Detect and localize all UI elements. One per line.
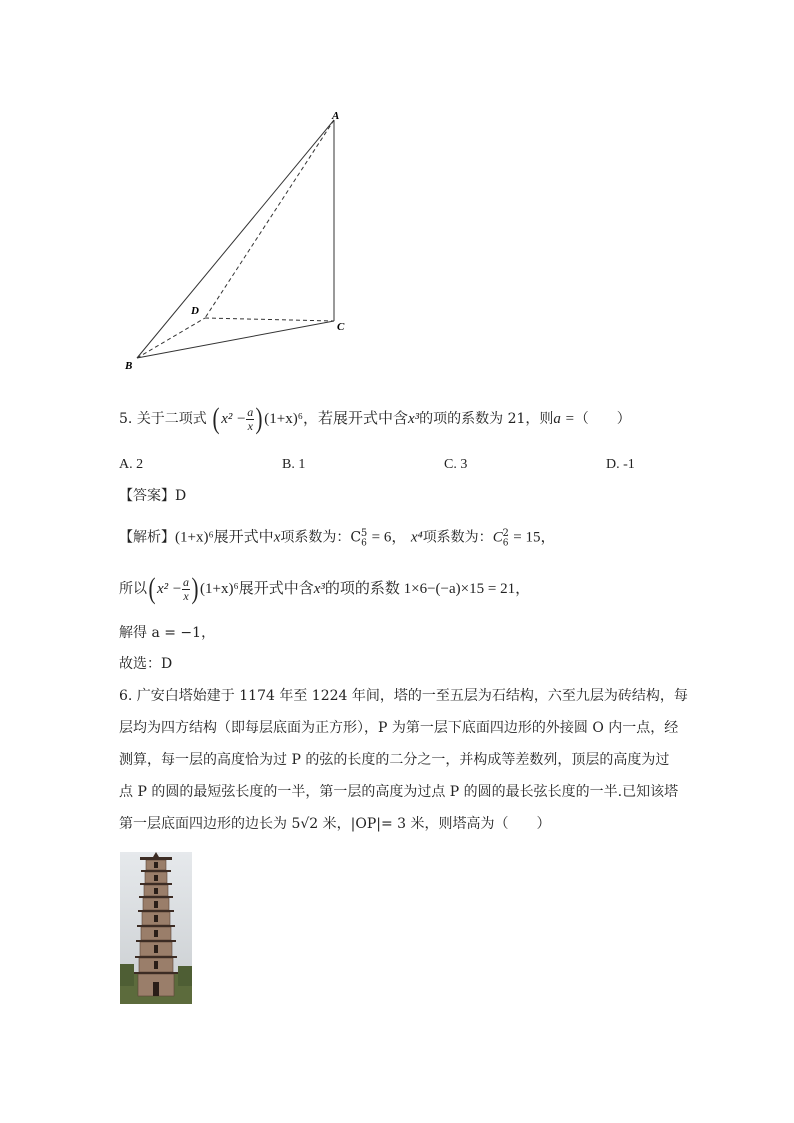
left-paren: ( bbox=[212, 402, 220, 435]
question-prefix: 关于二项式 bbox=[136, 411, 207, 427]
edge-DC bbox=[205, 318, 334, 321]
edge-BC bbox=[137, 321, 334, 358]
pagoda-photo bbox=[120, 852, 192, 1004]
option-b: B. 1 bbox=[282, 457, 306, 472]
label-C: C bbox=[337, 321, 345, 333]
analysis-line-4: 故选：D bbox=[119, 656, 173, 672]
analysis-line-1: 【解析】(1+x)⁶展开式中x项系数为：$C_6^5 = 6$， x⁴项系数为：$C_6^2 = 15$， bbox=[119, 528, 556, 549]
label-A: A bbox=[332, 110, 340, 122]
question-6-line-3: 测算，每一层的高度恰为过 P 的弦的长度的二分之一，并构成等差数列，顶层的高度为过 bbox=[119, 752, 670, 768]
question-number: 5. bbox=[119, 411, 133, 427]
analysis-line-2: 所以( x² − $\frac{a}{x}$ ) (1+x)⁶展开式中含x³的项的系数 1×6−(−a)×15 = 21， bbox=[119, 572, 531, 605]
edge-AB bbox=[137, 120, 334, 358]
option-c: C. 3 bbox=[444, 457, 468, 472]
right-paren: ) bbox=[255, 402, 263, 435]
label-B: B bbox=[125, 360, 133, 372]
tetrahedron-figure bbox=[115, 100, 375, 380]
question-5-stem: 5. 关于二项式 ( x² − $\frac{a}{x}$ ) (1+x)⁶，若展开式中含x³的项的系数为 21，则a =（ ） bbox=[119, 402, 631, 435]
question-6-line-2: 层均为四方结构（即每层底面为正方形），P 为第一层下底面四边形的外接圆 O 内一点，经 bbox=[119, 720, 679, 736]
analysis-line-3: 解得 a = −1， bbox=[119, 625, 216, 641]
fraction: $\frac{a}{x}$ bbox=[247, 404, 254, 433]
question-6-line-1: 6. 广安白塔始建于 1174 年至 1224 年间，塔的一至五层为石结构，六至九层为砖结构，每 bbox=[119, 688, 688, 704]
question-6-line-5: 第一层底面四边形的边长为 5√2 米，|OP|= 3 米，则塔高为（ ） bbox=[119, 816, 551, 832]
answer-line: 【答案】D bbox=[119, 488, 187, 504]
label-D: D bbox=[191, 305, 199, 317]
edge-AD bbox=[205, 120, 334, 318]
question-6-line-4: 点 P 的圆的最短弦长度的一半，第一层的高度为过点 P 的圆的最长弦长度的一半.已知该塔 bbox=[119, 784, 679, 800]
option-d: D. -1 bbox=[606, 457, 635, 472]
option-a: A. 2 bbox=[119, 457, 144, 472]
